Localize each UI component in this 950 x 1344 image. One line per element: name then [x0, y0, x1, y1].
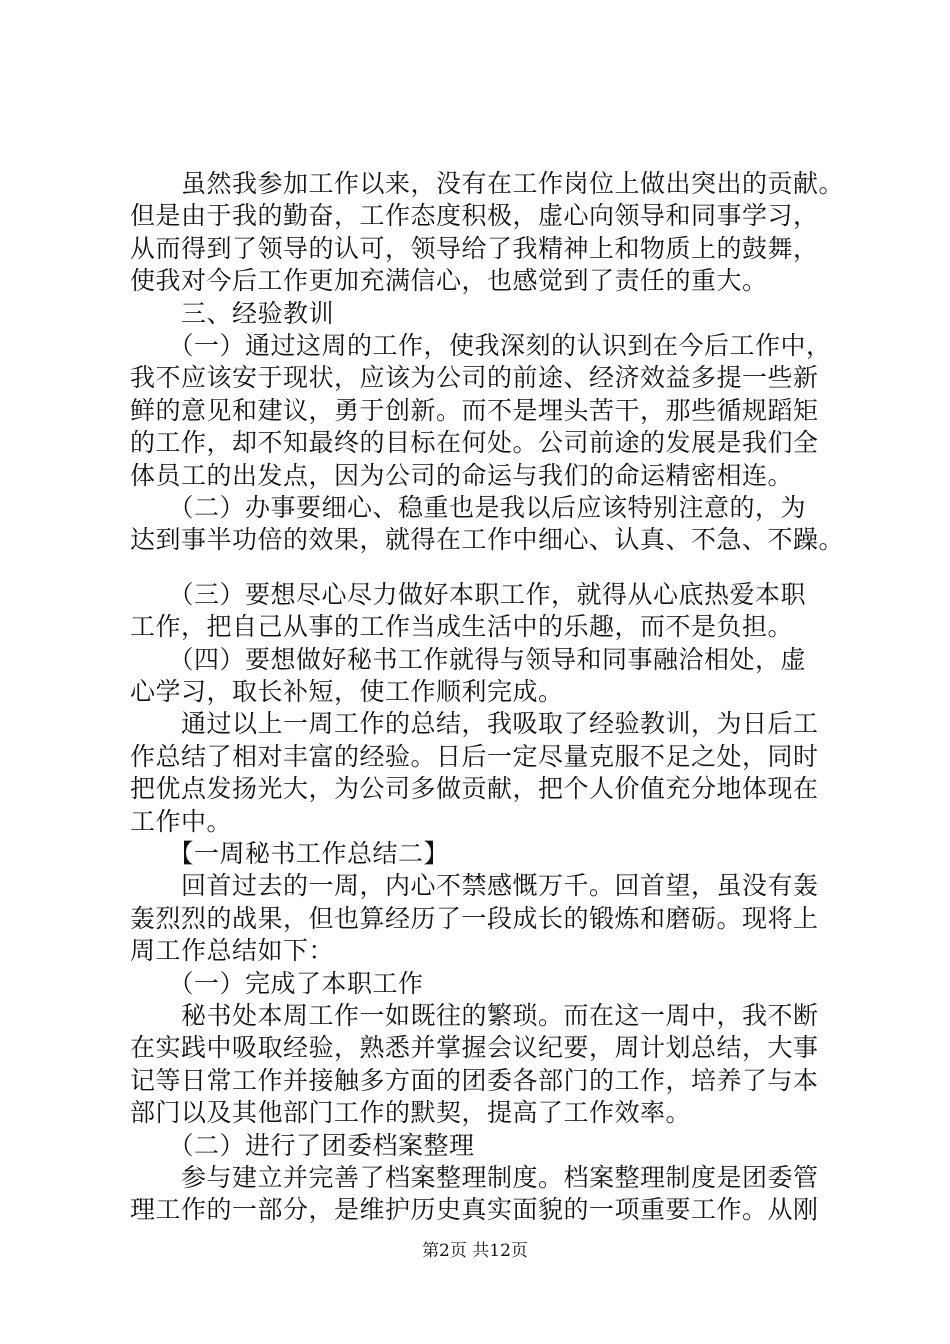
paragraph-line: 使我对今后工作更加充满信心，也感觉到了责任的重大。: [130, 266, 768, 295]
section-heading: 【一周秘书工作总结二】: [130, 839, 450, 868]
subsection-heading: （一）完成了本职工作: [130, 969, 424, 998]
paragraph-line: 轰烈烈的战果，但也算经历了一段成长的锻炼和磨砺。现将上: [130, 904, 819, 933]
paragraph-line: 周工作总结如下：: [130, 936, 335, 965]
paragraph-line: （二）办事要细心、稳重也是我以后应该特别注意的，为: [130, 493, 807, 522]
paragraph-line: 理工作的一部分，是维护历史真实面貌的一项重要工作。从刚: [130, 1195, 819, 1224]
paragraph-line: （四）要想做好秘书工作就得与领导和同事融洽相处，虚: [130, 645, 807, 674]
paragraph-line: 在实践中吸取经验，熟悉并掌握会议纪要，周计划总结，大事: [130, 1033, 819, 1062]
paragraph-line: 工作，把自己从事的工作当成生活中的乐趣，而不是负担。: [130, 612, 794, 641]
paragraph-line: 心学习，取长补短，使工作顺利完成。: [130, 677, 564, 706]
paragraph-line: 参与建立并完善了档案整理制度。档案整理制度是团委管: [130, 1163, 819, 1192]
paragraph-line: 但是由于我的勤奋，工作态度积极，虚心向领导和同事学习，: [130, 201, 819, 230]
paragraph-line: 记等日常工作并接触多方面的团委各部门的工作，培养了与本: [130, 1066, 819, 1095]
paragraph-line: 我不应该安于现状，应该为公司的前途、经济效益多提一些新: [130, 363, 819, 392]
paragraph-line: 通过以上一周工作的总结，我吸取了经验教训，为日后工: [130, 709, 819, 738]
section-heading: 三、经验教训: [130, 299, 335, 328]
paragraph-line: 作总结了相对丰富的经验。日后一定尽量克服不足之处，同时: [130, 742, 819, 771]
paragraph-line: 的工作，却不知最终的目标在何处。公司前途的发展是我们全: [130, 428, 819, 457]
paragraph-line: 从而得到了领导的认可，领导给了我精神上和物质上的鼓舞，: [130, 234, 819, 263]
paragraph-line: 虽然我参加工作以来，没有在工作岗位上做出突出的贡献。: [130, 169, 845, 198]
paragraph-line: （三）要想尽心尽力做好本职工作，就得从心底热爱本职: [130, 580, 807, 609]
page-footer: 第2页 共12页: [422, 1241, 528, 1261]
paragraph-line: （一）通过这周的工作，使我深刻的认识到在今后工作中，: [130, 331, 832, 360]
subsection-heading: （二）进行了团委档案整理: [130, 1131, 475, 1160]
paragraph-line: 把优点发扬光大，为公司多做贡献，把个人价值充分地体现在: [130, 774, 819, 803]
paragraph-line: 秘书处本周工作一如既往的繁琐。而在这一周中，我不断: [130, 1001, 819, 1030]
paragraph-line: 体员工的出发点，因为公司的命运与我们的命运精密相连。: [130, 461, 794, 490]
paragraph-line: 达到事半功倍的效果，就得在工作中细心、认真、不急、不躁。: [130, 525, 845, 554]
paragraph-line: 回首过去的一周，内心不禁感慨万千。回首望，虽没有轰: [130, 871, 819, 900]
paragraph-line: 鲜的意见和建议，勇于创新。而不是埋头苦干，那些循规蹈矩: [130, 396, 819, 425]
paragraph-line: 工作中。: [130, 807, 233, 836]
paragraph-line: 部门以及其他部门工作的默契，提高了工作效率。: [130, 1098, 692, 1127]
